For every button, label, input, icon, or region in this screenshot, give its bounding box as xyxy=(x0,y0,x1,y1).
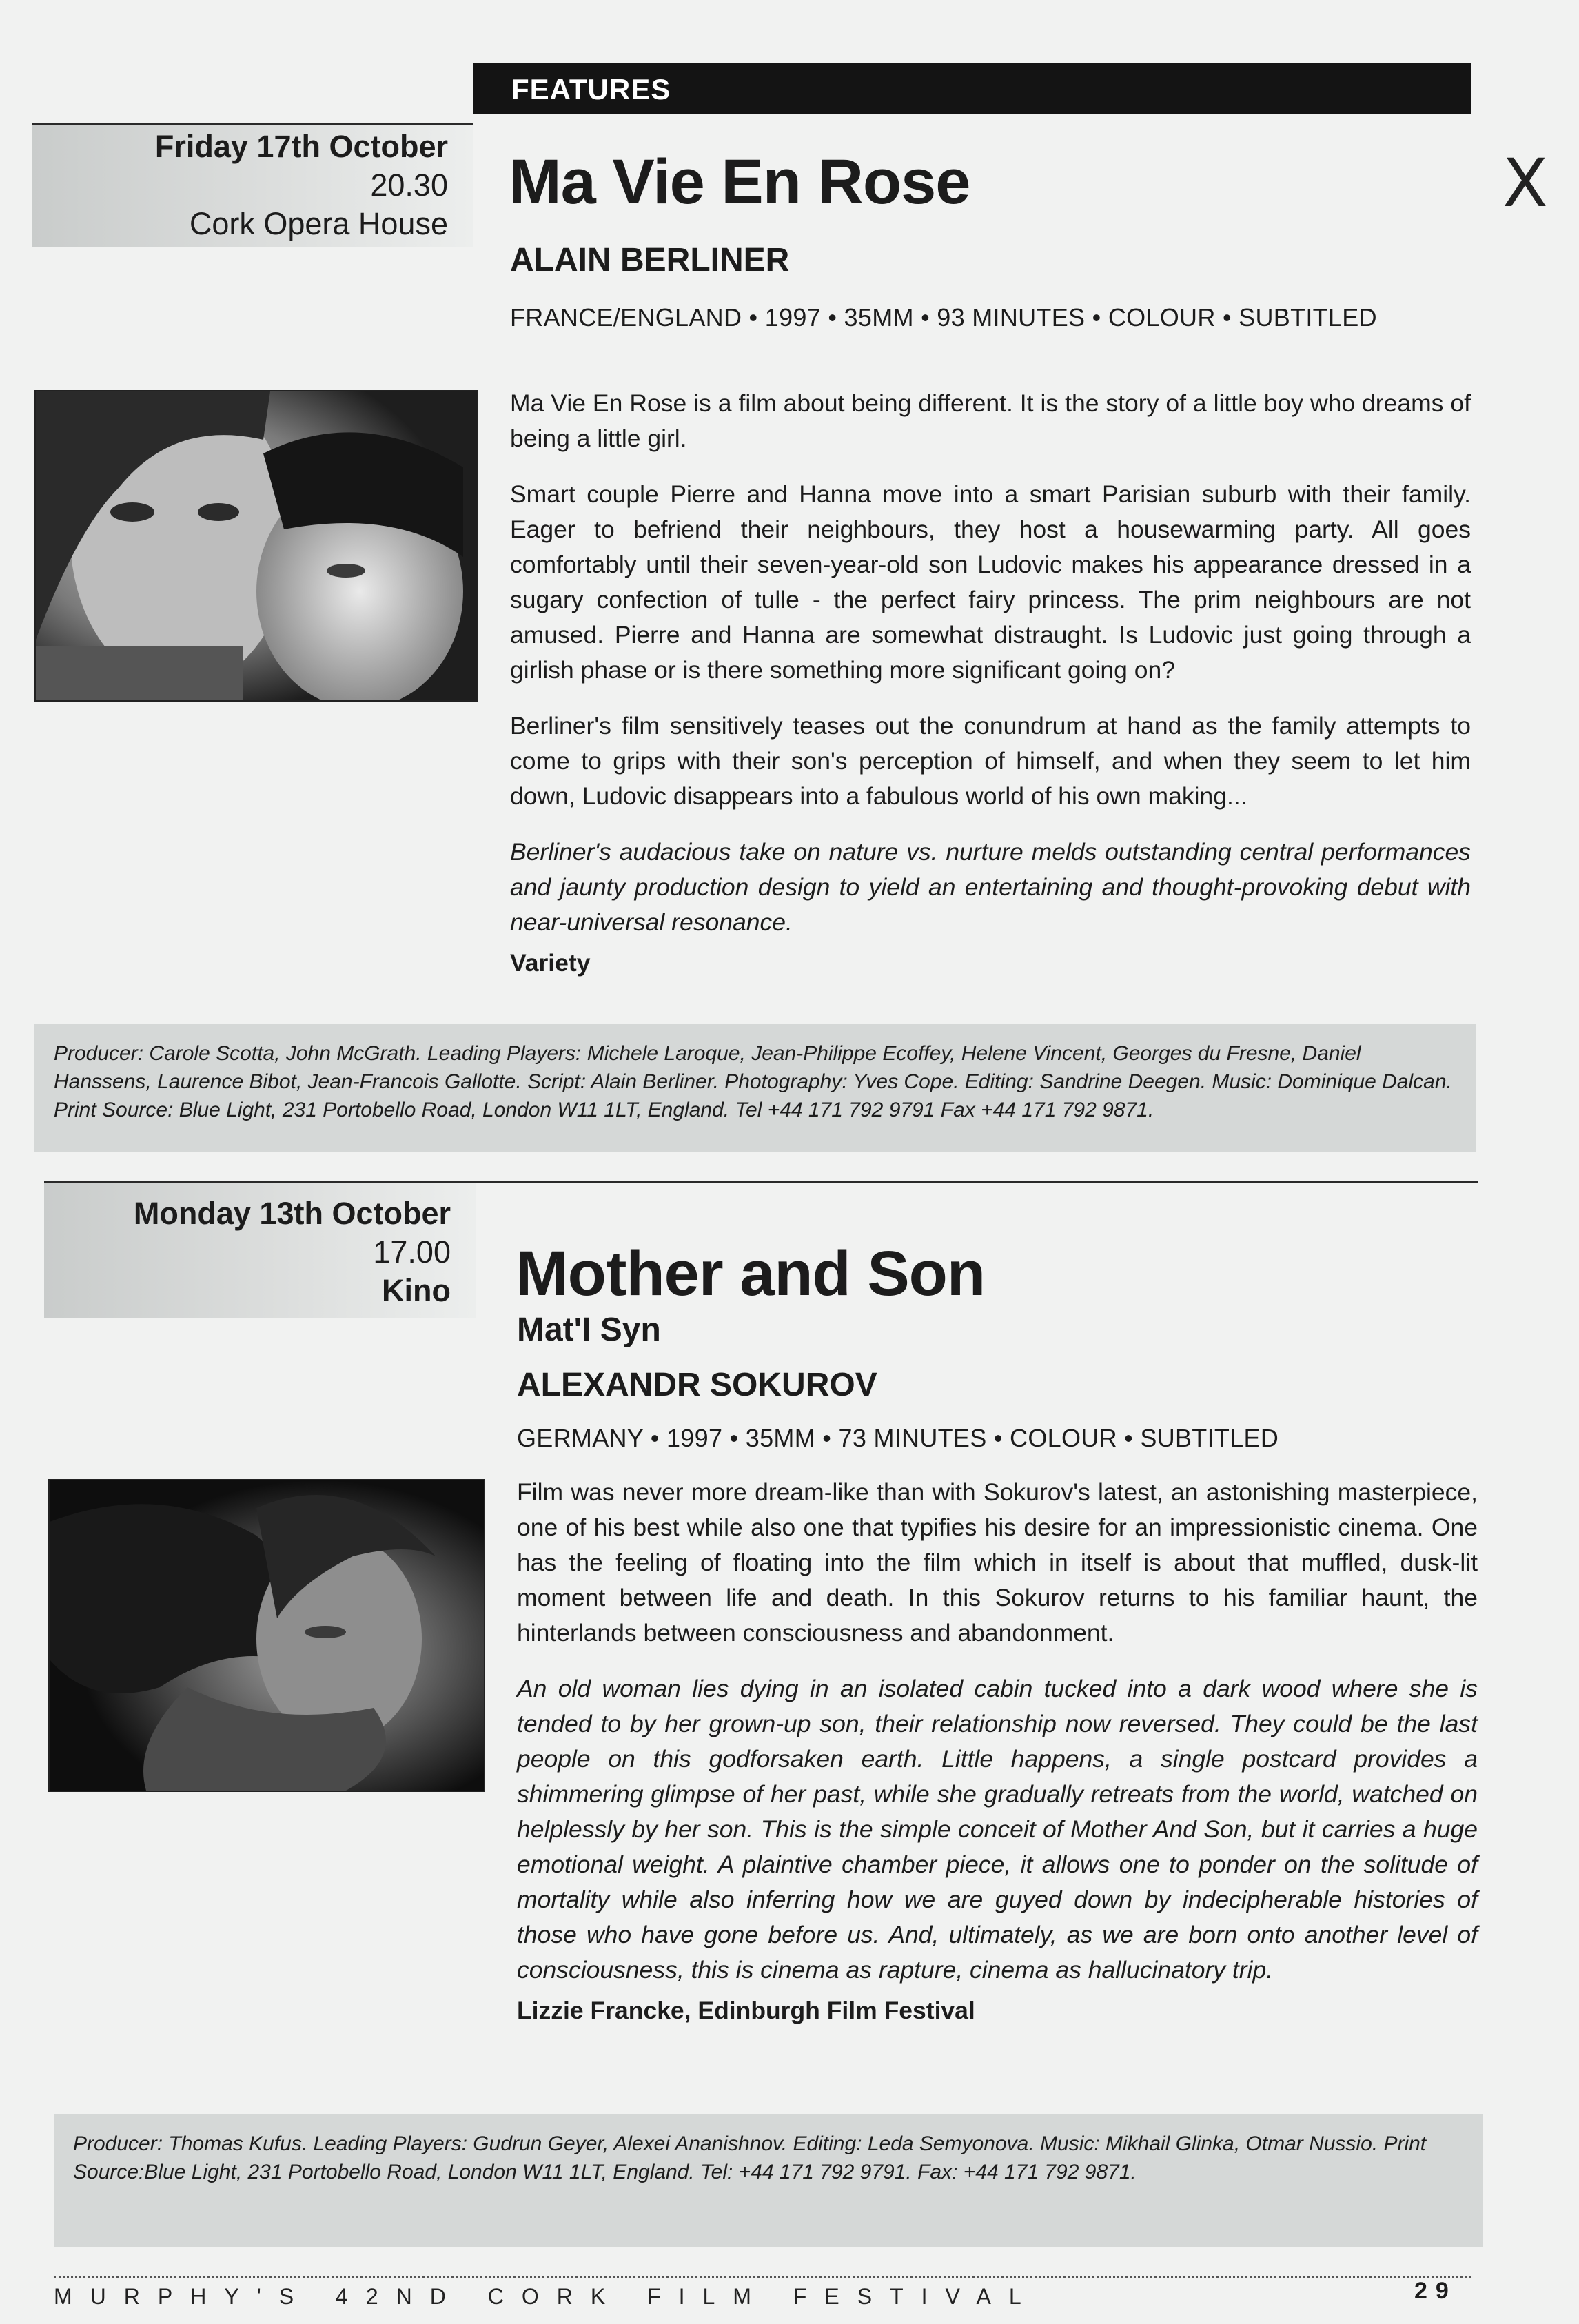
film-still xyxy=(48,1479,485,1792)
description-paragraph: Film was never more dream-like than with Sokurov's latest, an astonishing masterpiece, one of his best while also one that typifies his desire for an impressionistic cinema. One has the feeling of floating into the film which in itself is about that muffled, dusk-lit moment between life and death. In this Sokurov returns to his familiar haunt, the hinterlands between consciousness and abandonment. xyxy=(517,1478,1478,1647)
section-header-bar xyxy=(473,63,1471,114)
description-paragraph: Smart couple Pierre and Hanna move into a smart Parisian suburb with their family. Eager to befriend their neighbours, they host a housewarming party. All goes comfortably until their seven-year-old son Ludovic makes his appearance dressed in a sugary confection of tulle - the perfect fairy princess. The prim neighbours are not amused. Pierre and Hanna are somewhat distraught. Is Ludovic just going through a girlish phase or is there something more significant going on? xyxy=(510,480,1471,684)
film-title: Mother and Son xyxy=(516,1239,986,1309)
description-paragraph: Ma Vie En Rose is a film about being different. It is the story of a little boy who dreams of being a little girl. xyxy=(510,389,1471,452)
film-meta: FRANCE/ENGLAND • 1997 • 35MM • 93 MINUTES • COLOUR • SUBTITLED xyxy=(510,303,1377,332)
credits-box xyxy=(54,2114,1483,2247)
screening-info xyxy=(44,1183,476,1318)
review-quote: An old woman lies dying in an isolated cabin tucked into a dark wood where she is tended to by her grown-up son, their relationship now reversed. They could be the last people on this godforsaken earth. Little happens, a single postcard provides a shimmering glimpse of her past, while she gradually retreats from the world, watched on helplessly by her son. This is the simple conceit of Mother And Son, but it carries a huge emotional weight. A plaintive chamber piece, it allows one to ponder on the solitude of mortality while also inferring how we are guyed down by indecipherable histories of those who have gone before us. And, ultimately, as we are born onto another level of consciousness, this is cinema as rapture, cinema as hallucinatory trip. xyxy=(517,1675,1478,1984)
credits-text: Producer: Thomas Kufus. Leading Players: Gudrun Geyer, Alexei Ananishnov. Editing: Leda Semyonova. Music: Mikhail Glinka, Otmar Nussio. Print Source:Blue Light, 231 Portobello Road, London W11 1LT, England. Tel: +44 171 792 9791. Fax: +44 171 792 9871. xyxy=(73,2132,1427,2183)
screening-date: Monday 13th October xyxy=(133,1196,451,1231)
screening-venue: Kino xyxy=(382,1273,451,1308)
film-description xyxy=(510,386,1471,981)
film-director: ALEXANDR SOKUROV xyxy=(517,1367,877,1403)
handwritten-mark: X xyxy=(1502,145,1548,222)
credits-box xyxy=(34,1024,1476,1152)
screening-info xyxy=(32,125,473,247)
section-label: FEATURES xyxy=(511,73,671,105)
review-quote: Berliner's audacious take on nature vs. nurture melds outstanding central performances and jaunty production design to yield an entertaining and thought-provoking debut with near-universal resonance. xyxy=(510,838,1471,936)
film-original-title: Mat'I Syn xyxy=(517,1312,661,1348)
footer-festival-name: MURPHY'S 42ND CORK FILM FESTIVAL xyxy=(54,2284,1039,2309)
film-still xyxy=(34,390,478,702)
review-source: Lizzie Francke, Edinburgh Film Festival xyxy=(517,1997,975,2024)
film-description xyxy=(517,1475,1478,2028)
review-source: Variety xyxy=(510,949,591,977)
footer-divider xyxy=(54,2276,1471,2278)
film-meta: GERMANY • 1997 • 35MM • 73 MINUTES • COLOUR • SUBTITLED xyxy=(517,1424,1279,1452)
film-title: Ma Vie En Rose xyxy=(509,147,970,217)
page-number: 29 xyxy=(1414,2278,1457,2304)
screening-time: 20.30 xyxy=(370,167,448,203)
screening-time: 17.00 xyxy=(373,1234,451,1270)
credits-text: Producer: Carole Scotta, John McGrath. Leading Players: Michele Laroque, Jean-Philippe Ecoffey, Helene Vincent, Georges du Fresne, Daniel Hanssens, Laurence Bibot, Jean-Francois Gallotte. Script: Alain Berliner. Photography: Yves Cope. Editing: Sandrine Deegen. Music: Dominique Dalcan. Print Source: Blue Light, 231 Portobello Road, London W11 1LT, England. Tel +44 171 792 9791 Fax +44 171 792 9871. xyxy=(54,1042,1452,1121)
screening-date: Friday 17th October xyxy=(154,129,448,164)
film-director: ALAIN BERLINER xyxy=(510,242,790,278)
screening-venue: Cork Opera House xyxy=(189,206,448,241)
description-paragraph: Berliner's film sensitively teases out the conundrum at hand as the family attempts to come to grips with their son's perception of himself, and when they seem to let him down, Ludovic disappears into a fabulous world of his own making... xyxy=(510,712,1471,810)
